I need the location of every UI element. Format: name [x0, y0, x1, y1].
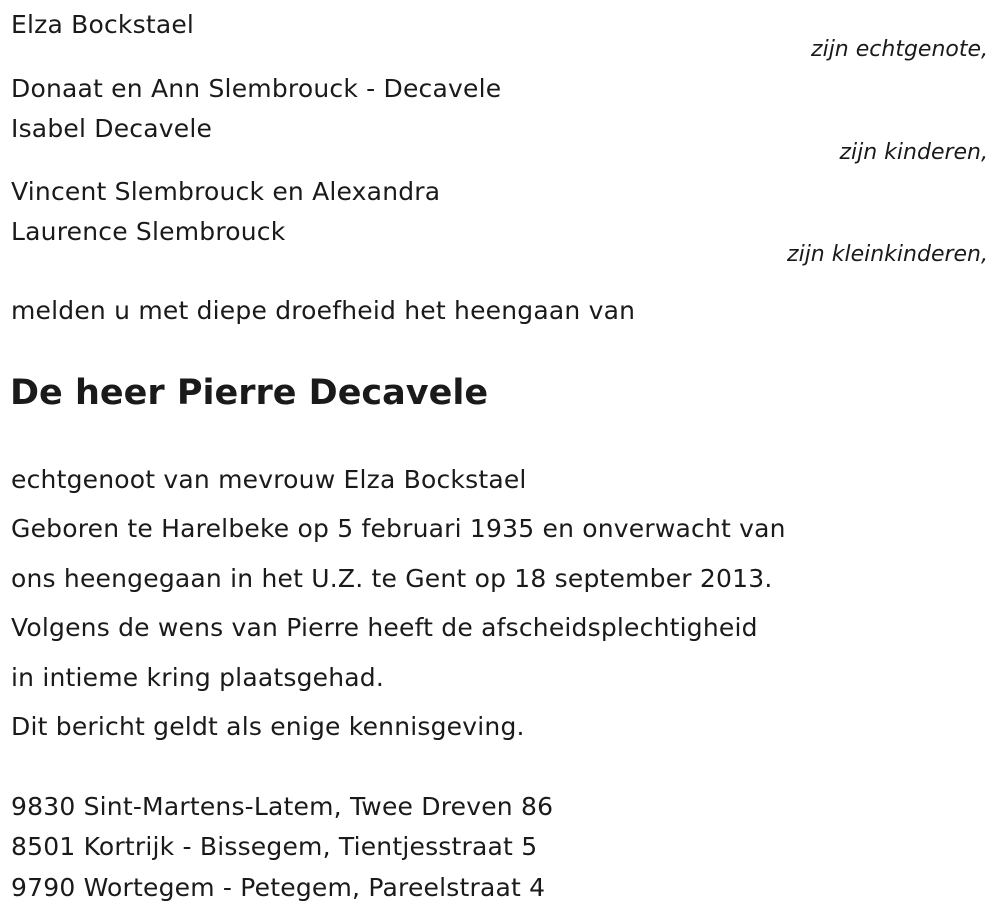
- detail-line: Volgens de wens van Pierre heeft de afscheidsplechtigheid: [11, 613, 758, 642]
- detail-line: Dit bericht geldt als enige kennisgeving.: [11, 712, 525, 741]
- detail-line: ons heengegaan in het U.Z. te Gent op 18 september 2013.: [11, 564, 773, 593]
- detail-line: in intieme kring plaatsgehad.: [11, 663, 385, 692]
- address-line: 9790 Wortegem - Petegem, Pareelstraat 4: [11, 873, 546, 902]
- spouse-name: Elza Bockstael: [11, 10, 195, 39]
- detail-line: echtgenoot van mevrouw Elza Bockstael: [11, 465, 527, 494]
- child-name: Isabel Decavele: [11, 114, 213, 143]
- spouse-role: zijn echtgenote,: [811, 37, 988, 62]
- grandchild-name: Vincent Slembrouck en Alexandra: [11, 177, 441, 206]
- detail-line: Geboren te Harelbeke op 5 februari 1935 en onverwacht van: [11, 514, 786, 543]
- deceased-name: De heer Pierre Decavele: [10, 373, 489, 413]
- grandchildren-role: zijn kleinkinderen,: [787, 242, 988, 267]
- address-line: 8501 Kortrijk - Bissegem, Tientjesstraat 5: [11, 832, 538, 861]
- child-name: Donaat en Ann Slembrouck - Decavele: [11, 74, 502, 103]
- grandchild-name: Laurence Slembrouck: [11, 217, 286, 246]
- address-line: 9830 Sint-Martens-Latem, Twee Dreven 86: [11, 792, 554, 821]
- children-role: zijn kinderen,: [839, 140, 988, 165]
- announcement-text: melden u met diepe droefheid het heengaan van: [11, 296, 636, 325]
